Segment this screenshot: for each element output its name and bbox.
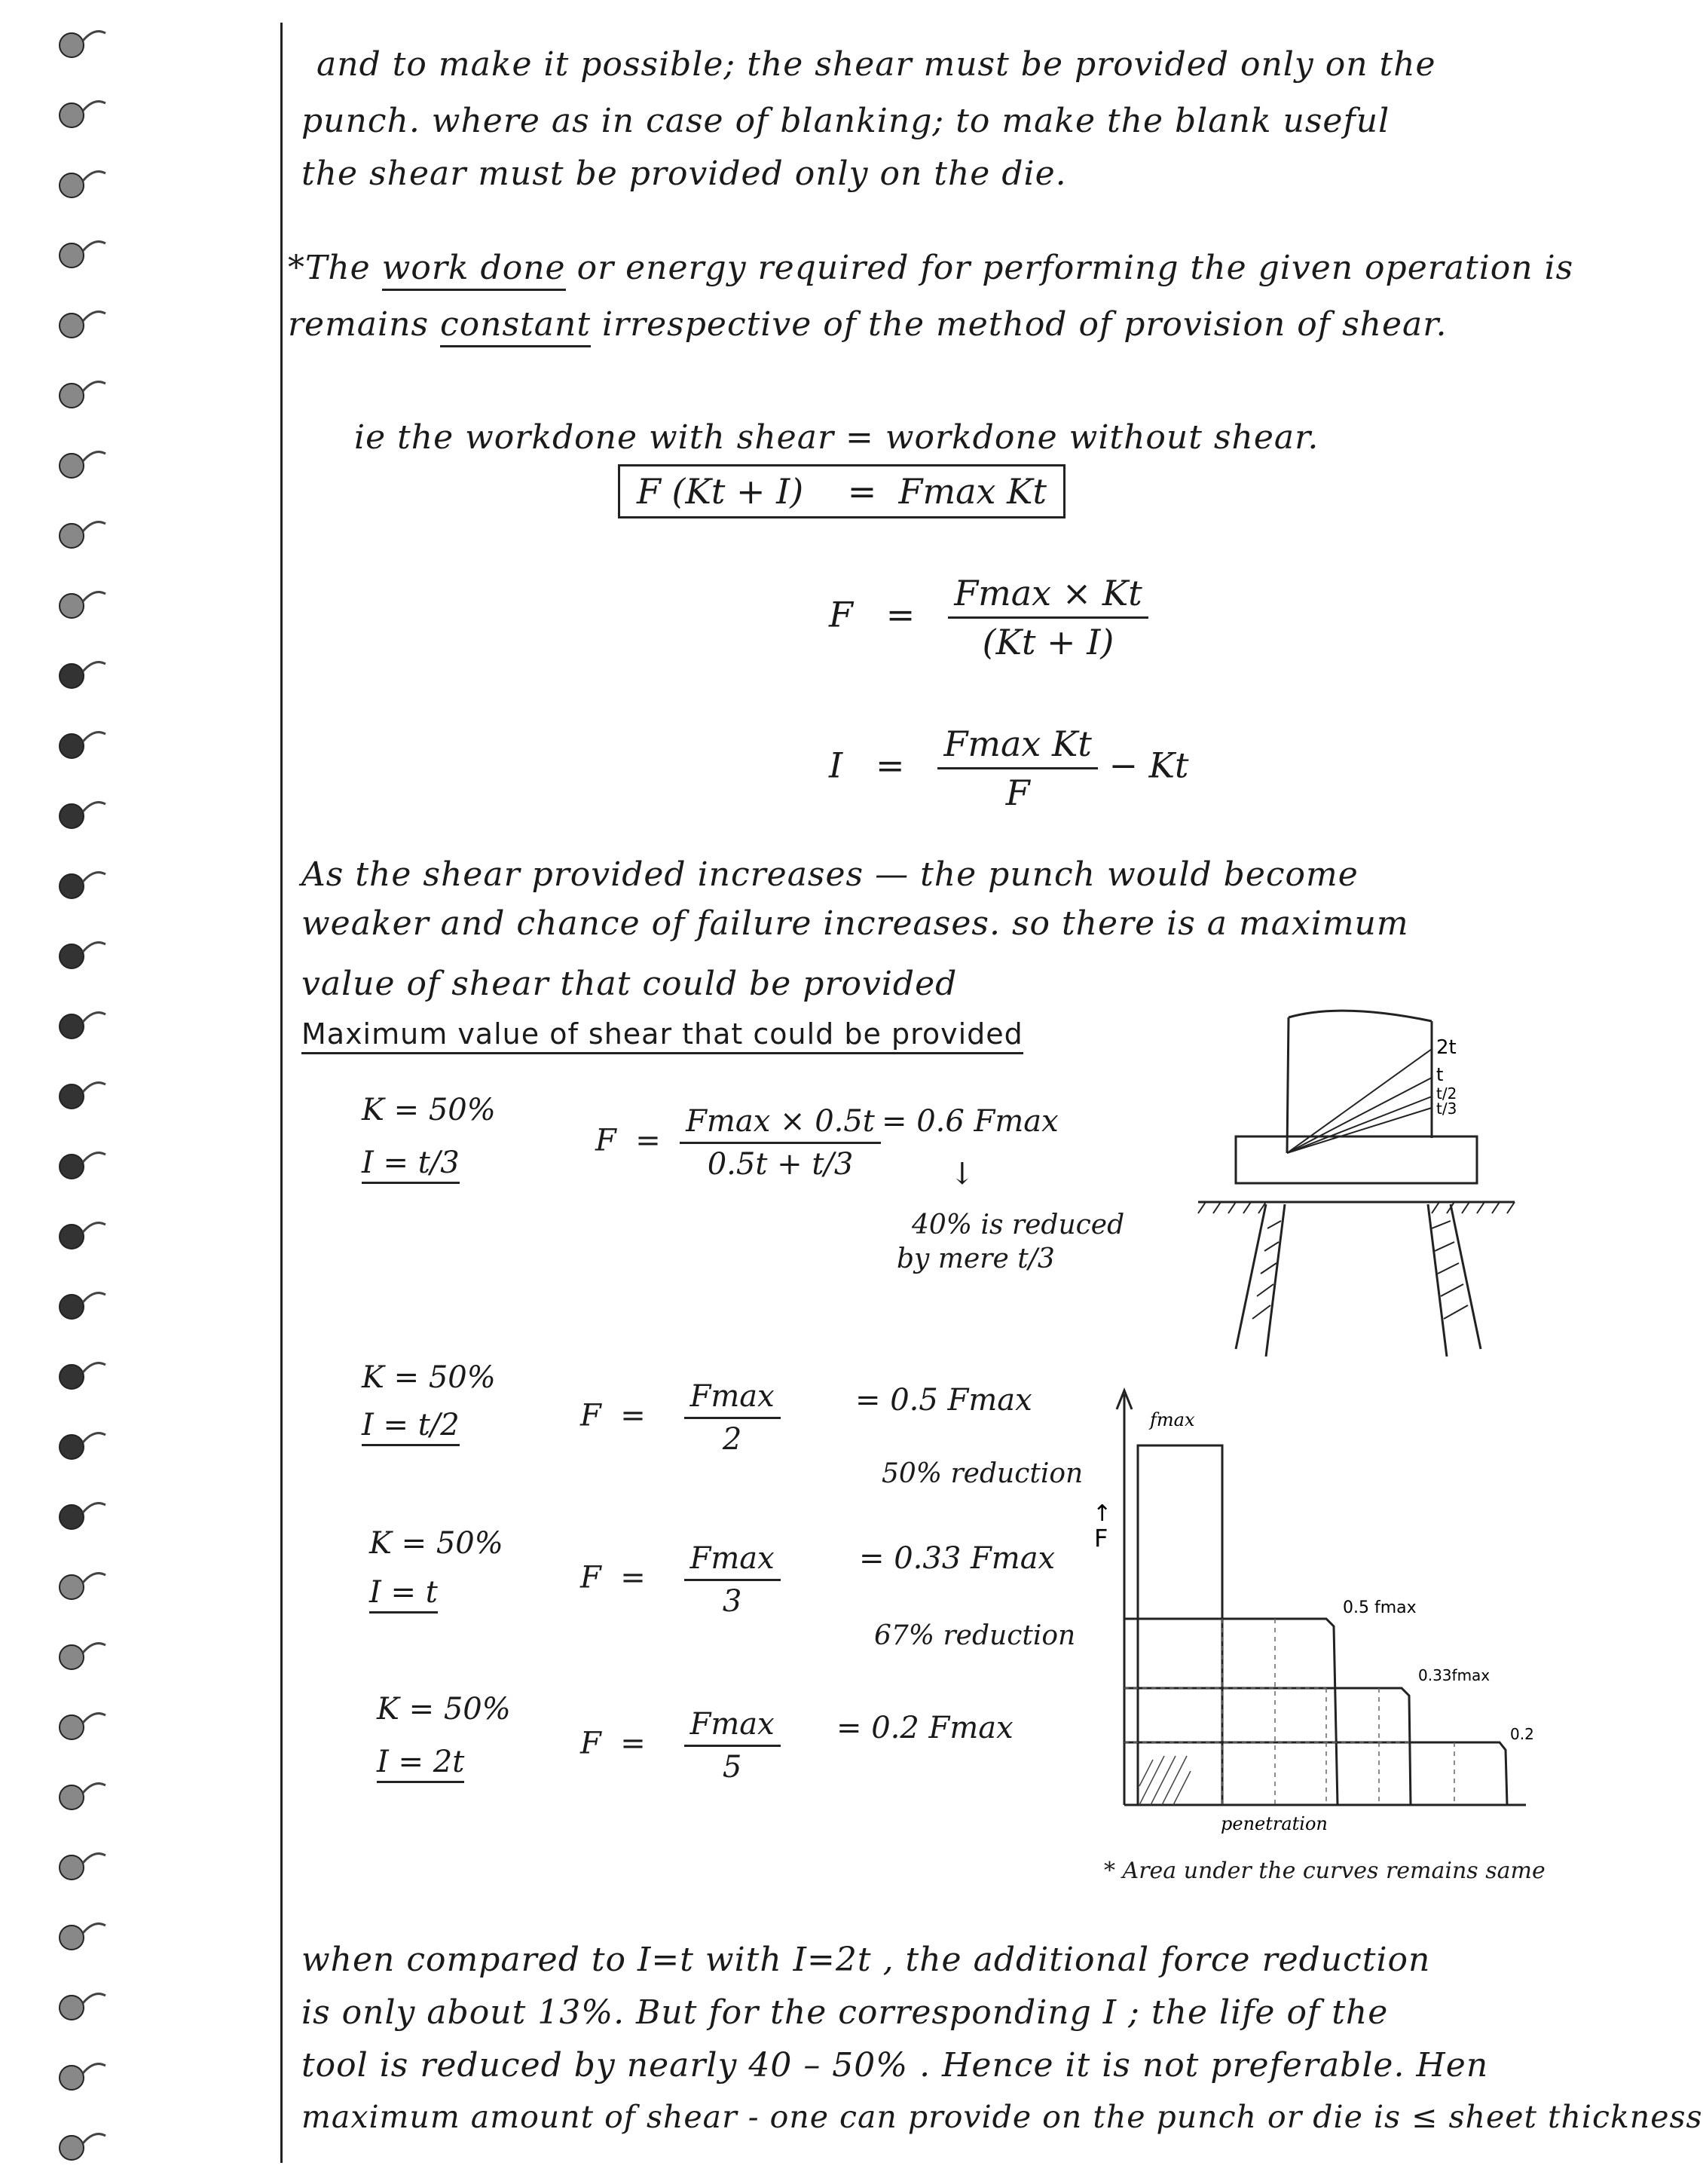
text-fragment: The xyxy=(305,249,382,287)
case-equation xyxy=(595,1104,881,1182)
fraction xyxy=(684,1707,781,1785)
binding-wire xyxy=(83,1714,105,1723)
equals-sign: = xyxy=(620,1560,646,1595)
fraction xyxy=(948,573,1148,662)
case-note: 40% is reduced xyxy=(912,1210,1125,1240)
equation-lhs: I xyxy=(829,745,843,786)
numerator: Fmax × Kt xyxy=(948,573,1148,619)
force-penetration-graph xyxy=(1078,1379,1537,1834)
binding-hole xyxy=(60,594,84,618)
binding-hole xyxy=(60,2066,84,2090)
binding-hole xyxy=(60,1505,84,1529)
y-axis-label: F xyxy=(1094,1524,1108,1552)
underlined-term: constant xyxy=(440,305,591,347)
fraction xyxy=(684,1541,781,1619)
denominator: 2 xyxy=(722,1422,742,1457)
binding-hole xyxy=(60,243,84,268)
binding-hole xyxy=(60,874,84,898)
fraction xyxy=(937,723,1097,813)
graph-label: 0.5 fmax xyxy=(1343,1598,1417,1617)
text-line: and to make it possible; the shear must be provided only on the xyxy=(316,45,1436,84)
text-line xyxy=(288,249,1573,287)
case-equation xyxy=(580,1541,781,1619)
binding-hole xyxy=(60,1435,84,1459)
binding-hole xyxy=(60,1225,84,1249)
binding-wire xyxy=(83,1433,105,1442)
binding-hole xyxy=(60,804,84,828)
case-i: I = t/2 xyxy=(362,1408,460,1446)
binding-hole xyxy=(60,454,84,478)
binding-wire xyxy=(83,1223,105,1232)
binding-wire xyxy=(83,1363,105,1372)
binding-wire xyxy=(83,522,105,531)
binding-wire xyxy=(83,1994,105,2003)
binding-wire xyxy=(83,1293,105,1302)
equation-lhs: F xyxy=(580,1726,601,1761)
denominator: 5 xyxy=(722,1750,742,1785)
case-result: = 0.2 Fmax xyxy=(836,1711,1014,1745)
case-k: K = 50% xyxy=(377,1692,511,1727)
binding-wire xyxy=(83,662,105,671)
equation-tail: − Kt xyxy=(1108,745,1189,786)
fraction xyxy=(684,1379,781,1457)
equals-sign: = xyxy=(885,594,916,635)
case-i: I = t/3 xyxy=(362,1146,460,1184)
binding-hole xyxy=(60,1295,84,1319)
case-k: K = 50% xyxy=(369,1526,503,1561)
binding-wire xyxy=(83,592,105,601)
fraction xyxy=(680,1104,881,1182)
margin-line xyxy=(280,23,283,2163)
punch-label: 2t xyxy=(1436,1036,1457,1059)
boxed-equation xyxy=(618,471,1066,512)
binding-hole xyxy=(60,1996,84,2020)
binding-wire xyxy=(83,312,105,321)
binding-wire xyxy=(83,1574,105,1583)
binding-wire xyxy=(83,873,105,882)
binding-hole xyxy=(60,384,84,408)
equation-lhs: F xyxy=(580,1398,601,1433)
case-result: = 0.6 Fmax xyxy=(882,1104,1059,1139)
binding-wire xyxy=(83,1644,105,1653)
denominator: 0.5t + t/3 xyxy=(707,1147,854,1182)
punch-label: t xyxy=(1436,1064,1444,1085)
binding-wire xyxy=(83,1013,105,1022)
case-k: K = 50% xyxy=(362,1093,496,1127)
binding-hole xyxy=(60,1926,84,1950)
binding-wire xyxy=(83,1153,105,1162)
binding-wire xyxy=(83,1503,105,1513)
binding-hole xyxy=(60,664,84,688)
binding-wire xyxy=(83,733,105,742)
equation-force xyxy=(829,573,1148,662)
text-line: maximum amount of shear - one can provide on the punch or die is ≤ sheet thickness xyxy=(301,2099,1703,2135)
binding-hole xyxy=(60,2136,84,2160)
y-arrow: ↑ xyxy=(1093,1500,1112,1527)
star-marker: * xyxy=(288,249,305,287)
equals-sign: = xyxy=(876,745,905,786)
text-line: weaker and chance of failure increases. so there is a maximum xyxy=(301,904,1409,943)
case-equation xyxy=(580,1707,781,1785)
punch-label: t/3 xyxy=(1436,1100,1457,1118)
binding-wire xyxy=(83,1924,105,1933)
text-line: ie the workdone with shear = workdone without shear. xyxy=(354,418,1319,457)
binding-hole xyxy=(60,314,84,338)
numerator: Fmax xyxy=(684,1541,781,1581)
binding-wire xyxy=(83,1784,105,1793)
numerator: Fmax xyxy=(684,1379,781,1419)
binding-wire xyxy=(83,102,105,111)
denominator: 3 xyxy=(722,1584,742,1619)
binding-wire xyxy=(83,452,105,461)
equation-shear xyxy=(829,723,1189,813)
binding-wire xyxy=(83,1083,105,1092)
case-equation xyxy=(580,1379,781,1457)
case-result: = 0.5 Fmax xyxy=(855,1383,1032,1418)
equals-sign: = xyxy=(847,471,877,512)
case-note: by mere t/3 xyxy=(897,1243,1055,1274)
text-line: tool is reduced by nearly 40 – 50% . Hence it is not preferable. Hen xyxy=(301,2046,1489,2085)
binding-hole xyxy=(60,33,84,57)
case-i: I = 2t xyxy=(377,1745,464,1783)
numerator: Fmax xyxy=(684,1707,781,1747)
equation-rhs: Fmax Kt xyxy=(898,471,1047,512)
binding-hole xyxy=(60,1155,84,1179)
arrow-down: ↓ xyxy=(949,1157,975,1191)
binding-hole xyxy=(60,944,84,968)
text-line: when compared to I=t with I=2t , the additional force reduction xyxy=(301,1941,1431,1979)
text-line: the shear must be provided only on the die. xyxy=(301,154,1067,193)
equation-lhs: F xyxy=(595,1123,616,1158)
binding-hole xyxy=(60,1365,84,1389)
binding-hole xyxy=(60,1715,84,1739)
underlined-term: work done xyxy=(382,249,566,291)
binding-wire xyxy=(83,32,105,41)
binding-wire xyxy=(83,2134,105,2143)
denominator: F xyxy=(1005,772,1030,813)
case-result: = 0.33 Fmax xyxy=(859,1541,1056,1576)
section-heading: Maximum value of shear that could be provided xyxy=(301,1017,1023,1054)
binding-wire xyxy=(83,242,105,251)
case-note: 67% reduction xyxy=(874,1620,1076,1651)
text-line: value of shear that could be provided xyxy=(301,965,958,1003)
case-note: 50% reduction xyxy=(882,1458,1084,1489)
case-i: I = t xyxy=(369,1575,438,1614)
punch-label: t/2 xyxy=(1436,1084,1457,1103)
numerator: Fmax Kt xyxy=(937,723,1097,769)
binding-hole xyxy=(60,1575,84,1599)
equation-lhs: F xyxy=(829,594,853,635)
binding-wire xyxy=(83,943,105,952)
binding-hole xyxy=(60,1084,84,1109)
graph-label: 0.2 xyxy=(1510,1725,1534,1743)
binding-wire xyxy=(83,172,105,181)
text-line xyxy=(288,305,1447,344)
case-k: K = 50% xyxy=(362,1360,496,1395)
binding-wire xyxy=(83,803,105,812)
equation-lhs: F xyxy=(580,1560,601,1595)
binding-hole xyxy=(60,1014,84,1038)
text-line: punch. where as in case of blanking; to make the blank useful xyxy=(301,102,1390,140)
equation-lhs: F (Kt + I) xyxy=(637,471,804,512)
x-axis-label: penetration xyxy=(1221,1813,1328,1834)
binding-wire xyxy=(83,1854,105,1863)
text-line: As the shear provided increases — the punch would become xyxy=(301,855,1359,894)
text-fragment: remains xyxy=(288,305,441,344)
numerator: Fmax × 0.5t xyxy=(680,1104,881,1144)
text-fragment: or energy required for performing the given operation is xyxy=(565,249,1574,287)
text-line: is only about 13%. But for the corresponding I ; the life of the xyxy=(301,1993,1389,2032)
graph-caption: * Area under the curves remains same xyxy=(1104,1858,1546,1884)
graph-label: fmax xyxy=(1150,1409,1195,1430)
binding-wire xyxy=(83,382,105,391)
binding-hole xyxy=(60,173,84,197)
equals-sign: = xyxy=(635,1123,661,1158)
binding-hole xyxy=(60,103,84,127)
graph-label: 0.33fmax xyxy=(1418,1666,1491,1684)
equals-sign: = xyxy=(620,1398,646,1433)
equation-box xyxy=(618,464,1066,518)
binding-wire xyxy=(83,2064,105,2073)
binding-hole xyxy=(60,1785,84,1809)
binding-hole xyxy=(60,524,84,548)
denominator: (Kt + I) xyxy=(982,622,1114,662)
binding-hole xyxy=(60,1645,84,1669)
binding-hole xyxy=(60,734,84,758)
equals-sign: = xyxy=(620,1726,646,1761)
punch-die-sketch xyxy=(1191,1002,1522,1394)
binding-hole xyxy=(60,1855,84,1880)
text-fragment: irrespective of the method of provision of shear. xyxy=(591,305,1448,344)
spiral-binding xyxy=(0,0,151,2184)
